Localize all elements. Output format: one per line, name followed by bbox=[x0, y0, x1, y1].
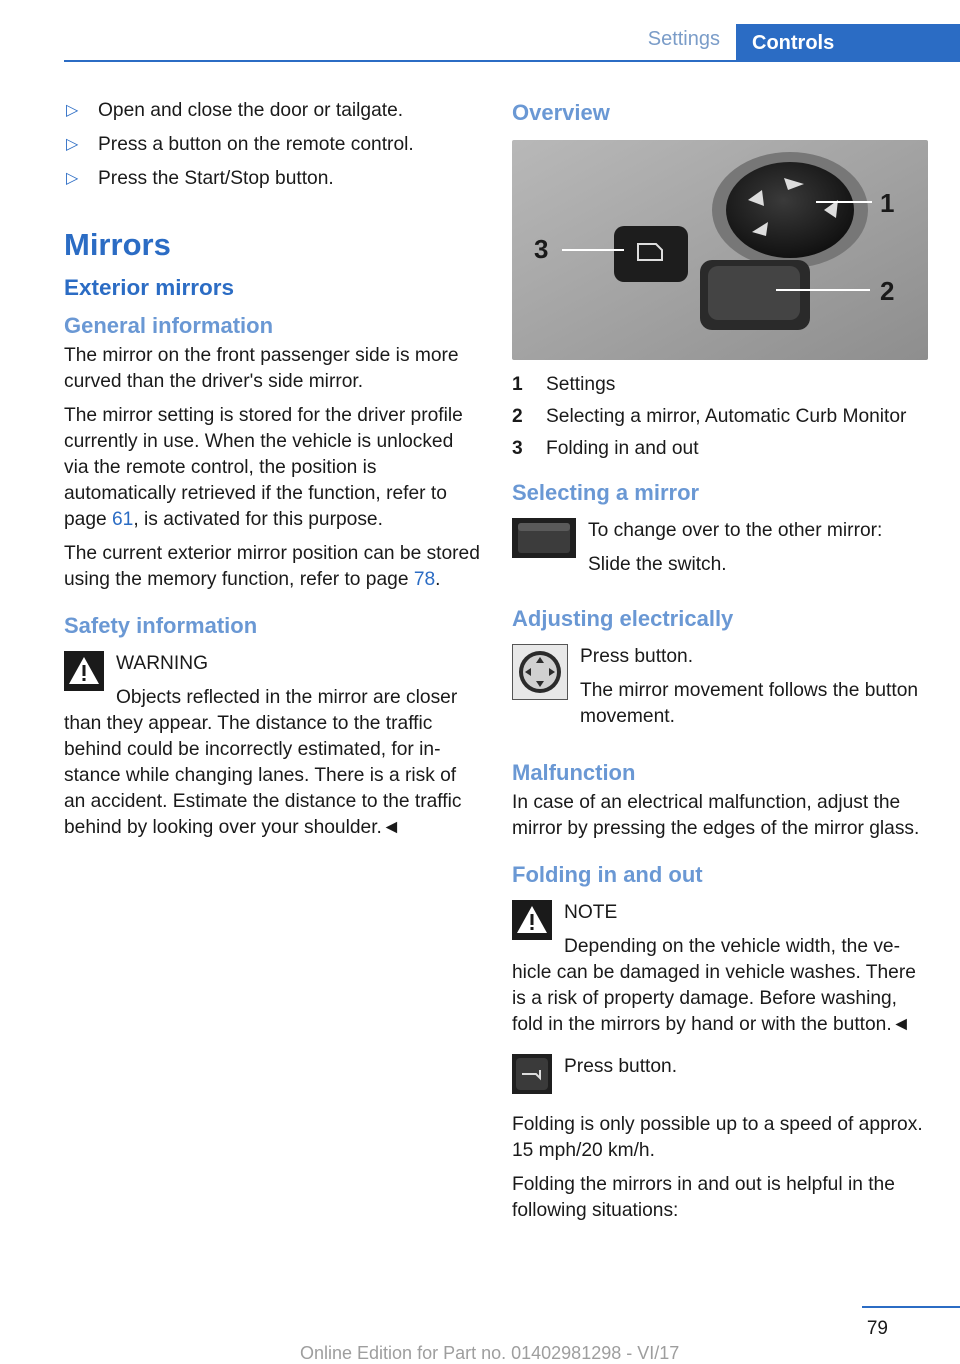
heading-malfunction: Malfunction bbox=[512, 760, 636, 785]
paragraph: In case of an electrical malfunction, adjust the mirror by pressing the edges of the mirror glass. bbox=[512, 792, 920, 839]
footer-rule bbox=[862, 1306, 960, 1308]
callout-label: 3 bbox=[534, 234, 549, 264]
page-number: 79 bbox=[866, 1318, 888, 1339]
note-label: NOTE bbox=[564, 902, 618, 923]
paragraph: Folding is only possible up to a speed of approx. 15 mph/20 km/h. bbox=[512, 1114, 923, 1161]
slide-switch-icon bbox=[512, 518, 576, 558]
warning-label: WARNING bbox=[116, 653, 209, 674]
heading-overview: Overview bbox=[512, 100, 610, 125]
edition-footer: Online Edition for Part no. 01402981298 - VI/17 bbox=[300, 1343, 680, 1363]
callout-label: 1 bbox=[880, 188, 895, 218]
subsection-title-exterior-mirrors: Exterior mirrors bbox=[64, 275, 235, 300]
warning-text: Objects reflected in the mirror are closer than they appear. The distance to the traffic behind could be incorrectly estimated, for instance while changing lanes. There is a risk of an accident. Estimate the distance to the traffic behind by looking over your shoulder.◄ bbox=[64, 687, 462, 838]
heading-selecting-a-mirror: Selecting a mirror bbox=[512, 480, 700, 505]
legend-text: Folding in and out bbox=[546, 438, 699, 459]
page-link-61[interactable]: 61 bbox=[112, 509, 134, 530]
triangle-bullet-icon: ▷ bbox=[66, 136, 79, 153]
bullet-list bbox=[64, 98, 482, 193]
page-header bbox=[64, 24, 960, 62]
section-title-mirrors: Mirrors bbox=[64, 227, 171, 262]
heading-adjusting-electrically: Adjusting electrically bbox=[512, 606, 734, 631]
page-link-78[interactable]: 78 bbox=[413, 569, 436, 590]
triangle-bullet-icon: ▷ bbox=[66, 170, 79, 187]
paragraph: The current exterior mirror position can be stored using the memory function, refer to page 78. bbox=[64, 543, 480, 590]
left-column bbox=[64, 98, 482, 849]
paragraph: The mirror on the front passenger side is more curved than the driver's side mirror. bbox=[64, 345, 459, 392]
fold-button-block: Press button. bbox=[512, 1054, 930, 1094]
legend-number: 2 bbox=[512, 406, 523, 427]
list-item: ▷ Open and close the door or tailgate. bbox=[64, 98, 482, 125]
note-text: Depending on the vehicle width, the vehicle can be damaged in vehicle washes. There is a risk of property damage. Before washing, fold in the mirrors by hand or with the button.◄ bbox=[512, 936, 916, 1035]
legend-text: Selecting a mirror, Automatic Curb Monitor bbox=[546, 406, 907, 427]
selecting-block: To change over to the other mirror: Slide the switch. bbox=[512, 518, 930, 586]
triangle-bullet-icon: ▷ bbox=[66, 102, 79, 119]
warning-icon bbox=[64, 651, 104, 691]
legend-number: 3 bbox=[512, 438, 523, 459]
legend-text: Settings bbox=[546, 374, 616, 395]
header-rule bbox=[64, 60, 960, 62]
mirror-adjust-button-icon bbox=[512, 644, 568, 700]
heading-safety-information: Safety information bbox=[64, 613, 258, 638]
header-section-settings[interactable]: Settings bbox=[647, 28, 720, 50]
legend-number: 1 bbox=[512, 374, 523, 395]
adjusting-block: Press button. The mirror movement follows the button movement. bbox=[512, 644, 930, 738]
mirror-controls-photo bbox=[512, 140, 928, 360]
callout-label: 2 bbox=[880, 276, 895, 306]
fold-mirror-button-icon bbox=[512, 1054, 552, 1094]
heading-folding-in-and-out: Folding in and out bbox=[512, 862, 703, 887]
header-section-controls[interactable]: Controls bbox=[736, 24, 960, 62]
heading-general-information: General information bbox=[64, 313, 274, 338]
warning-icon bbox=[512, 900, 552, 940]
list-item: ▷ Press a button on the remote control. bbox=[64, 132, 482, 159]
paragraph: Folding the mirrors in and out is helpful in the following situations: bbox=[512, 1174, 895, 1221]
right-column bbox=[512, 98, 930, 1232]
photo-legend bbox=[512, 372, 930, 462]
list-item: ▷ Press the Start/Stop button. bbox=[64, 166, 482, 193]
paragraph: The mirror setting is stored for the driver profile currently in use. When the vehicle is unlocked via the remote control, the position is automatically retrieved if the function, refer to page 61, is activated for this purpose. bbox=[64, 405, 463, 530]
